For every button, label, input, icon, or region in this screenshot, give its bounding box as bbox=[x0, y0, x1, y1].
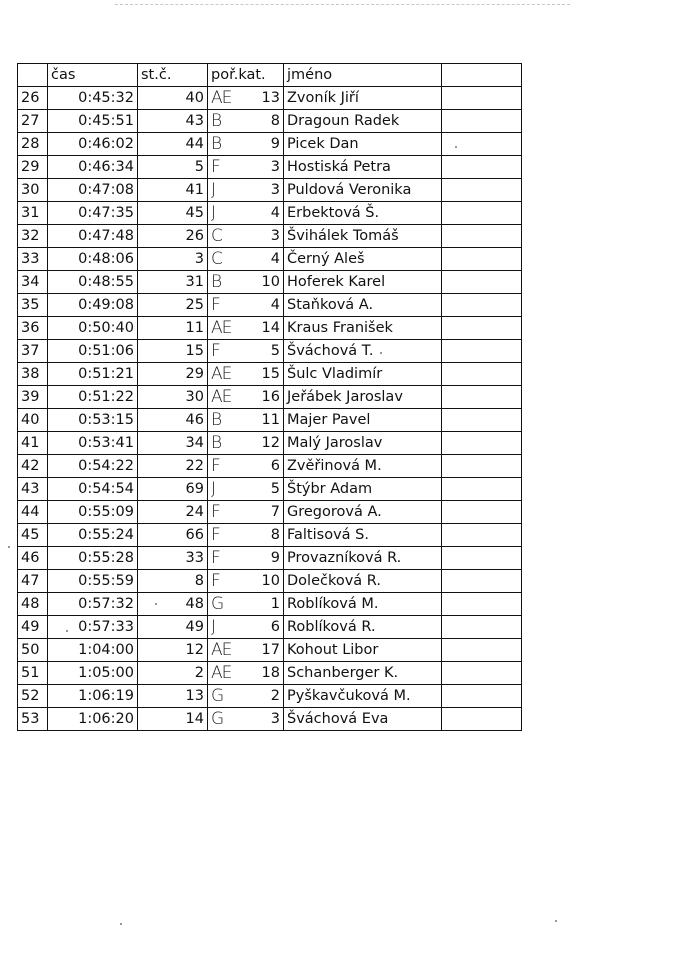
cell-rank: 30 bbox=[18, 179, 48, 202]
cell-name: Černý Aleš bbox=[284, 248, 442, 271]
cell-category-rank: 4 bbox=[239, 248, 284, 271]
table-row bbox=[18, 87, 522, 110]
header-row bbox=[18, 64, 522, 87]
table-row bbox=[18, 478, 522, 501]
cell-rank: 49 bbox=[18, 616, 48, 639]
cell-start-number: 33 bbox=[138, 547, 208, 570]
cell-name: Švihálek Tomáš bbox=[284, 225, 442, 248]
cell-blank bbox=[442, 386, 522, 409]
cell-name: Erbektová Š. bbox=[284, 202, 442, 225]
cell-category: J bbox=[208, 179, 239, 202]
table-row bbox=[18, 225, 522, 248]
cell-start-number: 44 bbox=[138, 133, 208, 156]
cell-rank: 42 bbox=[18, 455, 48, 478]
table-row bbox=[18, 133, 522, 156]
table-row bbox=[18, 179, 522, 202]
cell-start-number: 15 bbox=[138, 340, 208, 363]
header-category-rank: poř.kat. bbox=[208, 64, 284, 87]
results-table bbox=[17, 63, 522, 731]
table-row bbox=[18, 340, 522, 363]
cell-name: Dragoun Radek bbox=[284, 110, 442, 133]
scan-speck bbox=[555, 920, 557, 922]
cell-category-rank: 7 bbox=[239, 501, 284, 524]
cell-category: F bbox=[208, 524, 239, 547]
cell-time: 0:45:51 bbox=[48, 110, 138, 133]
cell-blank bbox=[442, 593, 522, 616]
cell-rank: 27 bbox=[18, 110, 48, 133]
results-body bbox=[18, 87, 522, 731]
cell-category-rank: 4 bbox=[239, 202, 284, 225]
header-name: jméno bbox=[284, 64, 442, 87]
table-row bbox=[18, 202, 522, 225]
cell-name: Picek Dan bbox=[284, 133, 442, 156]
cell-name: Faltisová S. bbox=[284, 524, 442, 547]
cell-time: 0:57:33 bbox=[48, 616, 138, 639]
cell-start-number: 24 bbox=[138, 501, 208, 524]
cell-blank bbox=[442, 225, 522, 248]
cell-name: Štýbr Adam bbox=[284, 478, 442, 501]
table-row bbox=[18, 294, 522, 317]
cell-blank bbox=[442, 685, 522, 708]
cell-blank bbox=[442, 616, 522, 639]
cell-name: Majer Pavel bbox=[284, 409, 442, 432]
cell-time: 0:48:06 bbox=[48, 248, 138, 271]
cell-time: 0:51:22 bbox=[48, 386, 138, 409]
cell-category-rank: 5 bbox=[239, 340, 284, 363]
cell-time: 0:57:32 bbox=[48, 593, 138, 616]
cell-category: AE bbox=[208, 363, 239, 386]
cell-category: B bbox=[208, 110, 239, 133]
cell-time: 1:05:00 bbox=[48, 662, 138, 685]
table-row bbox=[18, 524, 522, 547]
cell-blank bbox=[442, 639, 522, 662]
cell-category-rank: 3 bbox=[239, 225, 284, 248]
cell-category: B bbox=[208, 409, 239, 432]
cell-name: Jeřábek Jaroslav bbox=[284, 386, 442, 409]
scan-speck bbox=[380, 352, 382, 354]
cell-blank bbox=[442, 455, 522, 478]
cell-blank bbox=[442, 202, 522, 225]
cell-name: Zvěřinová M. bbox=[284, 455, 442, 478]
cell-blank bbox=[442, 662, 522, 685]
cell-start-number: 40 bbox=[138, 87, 208, 110]
cell-time: 0:45:32 bbox=[48, 87, 138, 110]
cell-category: B bbox=[208, 271, 239, 294]
cell-blank bbox=[442, 248, 522, 271]
cell-blank bbox=[442, 294, 522, 317]
cell-start-number: 22 bbox=[138, 455, 208, 478]
cell-start-number: 31 bbox=[138, 271, 208, 294]
cell-category: J bbox=[208, 478, 239, 501]
cell-category-rank: 8 bbox=[239, 110, 284, 133]
cell-name: Kohout Libor bbox=[284, 639, 442, 662]
cell-start-number: 43 bbox=[138, 110, 208, 133]
cell-start-number: 14 bbox=[138, 708, 208, 731]
cell-time: 0:49:08 bbox=[48, 294, 138, 317]
cell-category: J bbox=[208, 616, 239, 639]
cell-category: AE bbox=[208, 639, 239, 662]
scan-speck bbox=[66, 630, 68, 632]
cell-time: 0:54:22 bbox=[48, 455, 138, 478]
cell-start-number: 29 bbox=[138, 363, 208, 386]
cell-name: Staňková A. bbox=[284, 294, 442, 317]
cell-rank: 32 bbox=[18, 225, 48, 248]
table-row bbox=[18, 156, 522, 179]
cell-category: G bbox=[208, 593, 239, 616]
cell-rank: 28 bbox=[18, 133, 48, 156]
cell-category-rank: 1 bbox=[239, 593, 284, 616]
cell-time: 0:50:40 bbox=[48, 317, 138, 340]
cell-rank: 35 bbox=[18, 294, 48, 317]
cell-category: F bbox=[208, 455, 239, 478]
cell-category: G bbox=[208, 685, 239, 708]
cell-start-number: 2 bbox=[138, 662, 208, 685]
cell-rank: 36 bbox=[18, 317, 48, 340]
cell-time: 0:55:28 bbox=[48, 547, 138, 570]
cell-time: 0:47:08 bbox=[48, 179, 138, 202]
cell-category-rank: 3 bbox=[239, 179, 284, 202]
cell-time: 1:04:00 bbox=[48, 639, 138, 662]
cell-name: Pyškavčuková M. bbox=[284, 685, 442, 708]
cell-category-rank: 3 bbox=[239, 156, 284, 179]
table-row bbox=[18, 271, 522, 294]
cell-category-rank: 15 bbox=[239, 363, 284, 386]
table-row bbox=[18, 110, 522, 133]
table-row bbox=[18, 501, 522, 524]
cell-time: 0:47:35 bbox=[48, 202, 138, 225]
cell-blank bbox=[442, 432, 522, 455]
cell-blank bbox=[442, 524, 522, 547]
cell-time: 0:55:09 bbox=[48, 501, 138, 524]
cell-start-number: 48 bbox=[138, 593, 208, 616]
cell-category: F bbox=[208, 340, 239, 363]
cell-rank: 51 bbox=[18, 662, 48, 685]
cell-name: Hostiská Petra bbox=[284, 156, 442, 179]
cell-start-number: 46 bbox=[138, 409, 208, 432]
cell-category: J bbox=[208, 202, 239, 225]
cell-category-rank: 6 bbox=[239, 616, 284, 639]
cell-rank: 39 bbox=[18, 386, 48, 409]
cell-rank: 41 bbox=[18, 432, 48, 455]
cell-start-number: 34 bbox=[138, 432, 208, 455]
cell-start-number: 41 bbox=[138, 179, 208, 202]
cell-blank bbox=[442, 409, 522, 432]
cell-category: F bbox=[208, 501, 239, 524]
table-row bbox=[18, 248, 522, 271]
cell-start-number: 26 bbox=[138, 225, 208, 248]
cell-category-rank: 2 bbox=[239, 685, 284, 708]
cell-start-number: 12 bbox=[138, 639, 208, 662]
cell-start-number: 49 bbox=[138, 616, 208, 639]
table-row bbox=[18, 593, 522, 616]
cell-rank: 29 bbox=[18, 156, 48, 179]
cell-start-number: 30 bbox=[138, 386, 208, 409]
header-time: čas bbox=[48, 64, 138, 87]
cell-category: F bbox=[208, 156, 239, 179]
table-row bbox=[18, 662, 522, 685]
cell-blank bbox=[442, 570, 522, 593]
cell-time: 0:46:34 bbox=[48, 156, 138, 179]
cell-name: Gregorová A. bbox=[284, 501, 442, 524]
cell-time: 0:47:48 bbox=[48, 225, 138, 248]
cell-time: 1:06:19 bbox=[48, 685, 138, 708]
cell-time: 0:46:02 bbox=[48, 133, 138, 156]
cell-rank: 45 bbox=[18, 524, 48, 547]
cell-blank bbox=[442, 708, 522, 731]
cell-blank bbox=[442, 317, 522, 340]
cell-name: Roblíková R. bbox=[284, 616, 442, 639]
cell-blank bbox=[442, 156, 522, 179]
cell-rank: 46 bbox=[18, 547, 48, 570]
cell-name: Schanberger K. bbox=[284, 662, 442, 685]
cell-name: Šváchová Eva bbox=[284, 708, 442, 731]
scan-speck bbox=[455, 146, 457, 148]
header-blank bbox=[442, 64, 522, 87]
cell-category-rank: 12 bbox=[239, 432, 284, 455]
cell-category: G bbox=[208, 708, 239, 731]
cell-rank: 48 bbox=[18, 593, 48, 616]
table-row bbox=[18, 639, 522, 662]
table-row bbox=[18, 363, 522, 386]
cell-name: Hoferek Karel bbox=[284, 271, 442, 294]
scan-speck bbox=[8, 546, 10, 548]
cell-time: 0:54:54 bbox=[48, 478, 138, 501]
cell-blank bbox=[442, 340, 522, 363]
cell-category-rank: 16 bbox=[239, 386, 284, 409]
cell-start-number: 5 bbox=[138, 156, 208, 179]
cell-time: 0:53:15 bbox=[48, 409, 138, 432]
cell-rank: 52 bbox=[18, 685, 48, 708]
scan-speck bbox=[155, 603, 157, 605]
cell-category-rank: 10 bbox=[239, 271, 284, 294]
cell-rank: 34 bbox=[18, 271, 48, 294]
cell-category: F bbox=[208, 294, 239, 317]
cell-name: Roblíková M. bbox=[284, 593, 442, 616]
table-row bbox=[18, 386, 522, 409]
cell-start-number: 13 bbox=[138, 685, 208, 708]
cell-category: F bbox=[208, 570, 239, 593]
scan-artifact-line bbox=[115, 4, 570, 5]
table-row bbox=[18, 409, 522, 432]
cell-category-rank: 11 bbox=[239, 409, 284, 432]
cell-category-rank: 13 bbox=[239, 87, 284, 110]
cell-time: 0:53:41 bbox=[48, 432, 138, 455]
cell-blank bbox=[442, 501, 522, 524]
header-rank bbox=[18, 64, 48, 87]
cell-category-rank: 8 bbox=[239, 524, 284, 547]
cell-start-number: 11 bbox=[138, 317, 208, 340]
cell-category-rank: 6 bbox=[239, 455, 284, 478]
cell-name: Šváchová T. bbox=[284, 340, 442, 363]
cell-category: AE bbox=[208, 662, 239, 685]
cell-time: 0:51:21 bbox=[48, 363, 138, 386]
cell-category-rank: 9 bbox=[239, 133, 284, 156]
table-row bbox=[18, 317, 522, 340]
table-row bbox=[18, 570, 522, 593]
cell-start-number: 66 bbox=[138, 524, 208, 547]
cell-name: Zvoník Jiří bbox=[284, 87, 442, 110]
cell-rank: 44 bbox=[18, 501, 48, 524]
cell-start-number: 45 bbox=[138, 202, 208, 225]
cell-start-number: 25 bbox=[138, 294, 208, 317]
cell-category-rank: 3 bbox=[239, 708, 284, 731]
cell-category-rank: 17 bbox=[239, 639, 284, 662]
cell-category: C bbox=[208, 248, 239, 271]
table-row bbox=[18, 708, 522, 731]
table-row bbox=[18, 547, 522, 570]
cell-category-rank: 4 bbox=[239, 294, 284, 317]
cell-rank: 37 bbox=[18, 340, 48, 363]
cell-time: 0:55:59 bbox=[48, 570, 138, 593]
cell-category: AE bbox=[208, 317, 239, 340]
cell-rank: 33 bbox=[18, 248, 48, 271]
cell-rank: 40 bbox=[18, 409, 48, 432]
cell-blank bbox=[442, 547, 522, 570]
cell-category: AE bbox=[208, 87, 239, 110]
cell-name: Dolečková R. bbox=[284, 570, 442, 593]
cell-blank bbox=[442, 363, 522, 386]
cell-blank bbox=[442, 478, 522, 501]
cell-category-rank: 18 bbox=[239, 662, 284, 685]
table-row bbox=[18, 432, 522, 455]
cell-start-number: 3 bbox=[138, 248, 208, 271]
cell-rank: 53 bbox=[18, 708, 48, 731]
cell-category-rank: 10 bbox=[239, 570, 284, 593]
cell-name: Kraus Franišek bbox=[284, 317, 442, 340]
table-row bbox=[18, 455, 522, 478]
cell-blank bbox=[442, 271, 522, 294]
cell-name: Šulc Vladimír bbox=[284, 363, 442, 386]
cell-start-number: 69 bbox=[138, 478, 208, 501]
cell-start-number: 8 bbox=[138, 570, 208, 593]
cell-name: Provazníková R. bbox=[284, 547, 442, 570]
cell-category-rank: 9 bbox=[239, 547, 284, 570]
cell-time: 0:48:55 bbox=[48, 271, 138, 294]
cell-rank: 31 bbox=[18, 202, 48, 225]
header-start-number: st.č. bbox=[138, 64, 208, 87]
cell-rank: 38 bbox=[18, 363, 48, 386]
table-row bbox=[18, 685, 522, 708]
cell-blank bbox=[442, 110, 522, 133]
cell-rank: 47 bbox=[18, 570, 48, 593]
cell-rank: 50 bbox=[18, 639, 48, 662]
cell-category: B bbox=[208, 133, 239, 156]
cell-category: AE bbox=[208, 386, 239, 409]
cell-category-rank: 5 bbox=[239, 478, 284, 501]
cell-category: F bbox=[208, 547, 239, 570]
table-row bbox=[18, 616, 522, 639]
cell-time: 0:55:24 bbox=[48, 524, 138, 547]
cell-time: 0:51:06 bbox=[48, 340, 138, 363]
cell-category: B bbox=[208, 432, 239, 455]
cell-time: 1:06:20 bbox=[48, 708, 138, 731]
cell-name: Puldová Veronika bbox=[284, 179, 442, 202]
cell-category-rank: 14 bbox=[239, 317, 284, 340]
scan-speck bbox=[120, 923, 122, 925]
cell-rank: 26 bbox=[18, 87, 48, 110]
cell-blank bbox=[442, 133, 522, 156]
cell-name: Malý Jaroslav bbox=[284, 432, 442, 455]
cell-rank: 43 bbox=[18, 478, 48, 501]
cell-blank bbox=[442, 87, 522, 110]
cell-category: C bbox=[208, 225, 239, 248]
cell-blank bbox=[442, 179, 522, 202]
